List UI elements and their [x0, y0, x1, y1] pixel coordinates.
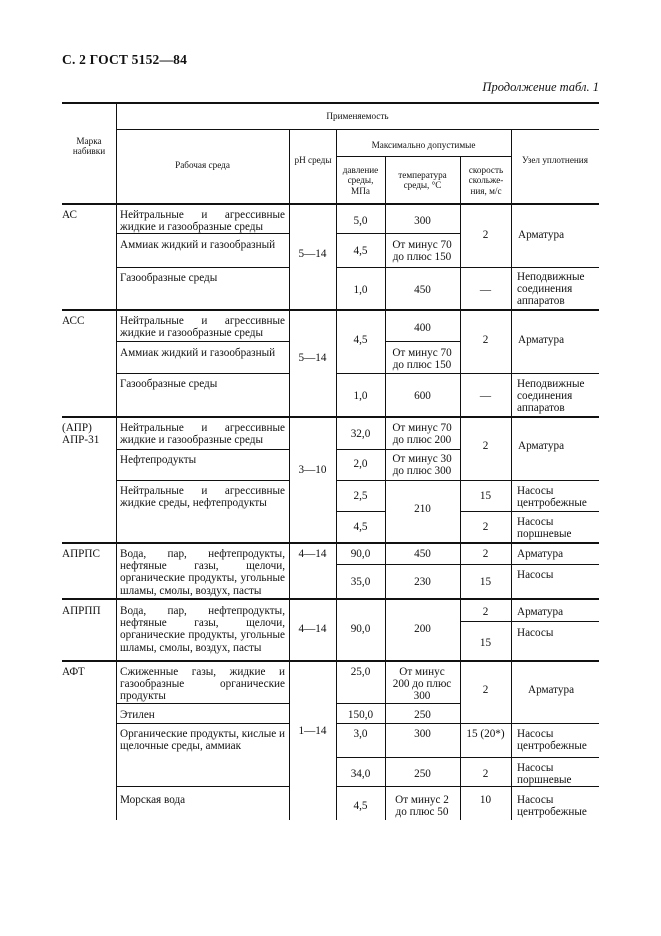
header-primenyaemost: Применяемость — [326, 111, 389, 121]
davlenie-cell: 25,0 — [350, 666, 371, 678]
skorost-cell: 2 — [482, 440, 489, 452]
temperatura-cell: 600 — [414, 390, 431, 402]
skorost-cell: 2 — [482, 334, 489, 346]
marka-cell: АС — [62, 209, 77, 221]
temperatura-cell: От минус 70 до плюс 200 — [392, 422, 452, 447]
sreda-cell: Нейтральные и агрессивные жидкие среды, нефтепродукты — [120, 485, 285, 510]
header-uzel: Узел уплотнения — [522, 155, 588, 165]
uzel-cell: Насосы поршневые — [517, 516, 572, 541]
sreda-cell: Этилен — [120, 709, 155, 721]
uzel-cell: Арматура — [518, 334, 565, 346]
skorost-cell: 2 — [482, 684, 489, 696]
ph-cell: 5—14 — [298, 352, 327, 364]
temperatura-cell: 300 — [414, 215, 431, 227]
skorost-cell: 15 (20*) — [466, 728, 505, 740]
ph-cell: 3—10 — [298, 464, 327, 476]
uzel-cell: Неподвижные соединения аппаратов — [517, 378, 585, 415]
uzel-cell: Насосы — [517, 627, 554, 639]
temperatura-cell: 230 — [414, 576, 431, 588]
davlenie-cell: 150,0 — [347, 709, 374, 721]
sreda-cell: Органические продукты, кислые и щелочные среды, аммиак — [120, 728, 285, 753]
skorost-cell: 2 — [482, 521, 489, 533]
header-davlenie: давление среды, МПа — [342, 165, 379, 196]
ph-cell: 1—14 — [298, 725, 327, 737]
davlenie-cell: 90,0 — [350, 548, 371, 560]
skorost-cell: — — [479, 284, 492, 296]
skorost-cell: — — [479, 390, 492, 402]
uzel-cell: Насосы центробежные — [517, 485, 587, 510]
davlenie-cell: 4,5 — [353, 245, 368, 257]
davlenie-cell: 4,5 — [353, 334, 368, 346]
ph-cell: 5—14 — [298, 248, 327, 260]
davlenie-cell: 4,5 — [353, 521, 368, 533]
davlenie-cell: 1,0 — [353, 284, 368, 296]
uzel-cell: Арматура — [517, 548, 564, 560]
davlenie-cell: 32,0 — [350, 428, 371, 440]
sreda-cell: Газообразные среды — [120, 378, 218, 390]
davlenie-cell: 4,5 — [353, 800, 368, 812]
uzel-cell: Насосы центробежные — [517, 728, 587, 753]
marka-cell: АФТ — [62, 666, 85, 678]
temperatura-cell: 400 — [414, 322, 431, 334]
davlenie-cell: 35,0 — [350, 576, 371, 588]
davlenie-cell: 3,0 — [353, 728, 368, 740]
temperatura-cell: 450 — [414, 548, 431, 560]
davlenie-cell: 2,0 — [353, 458, 368, 470]
ph-cell: 4—14 — [298, 623, 327, 635]
temperatura-cell: 450 — [414, 284, 431, 296]
uzel-cell: Арматура — [518, 229, 565, 241]
skorost-cell: 15 — [479, 490, 492, 502]
sreda-cell: Нефтепродукты — [120, 454, 197, 466]
uzel-cell: Насосы поршневые — [517, 762, 572, 787]
marka-cell: АПРПС — [62, 548, 100, 560]
temperatura-cell: От минус 30 до плюс 300 — [392, 453, 452, 478]
uzel-cell: Арматура — [528, 684, 575, 696]
temperatura-cell: 200 — [414, 623, 431, 635]
uzel-cell: Арматура — [518, 440, 565, 452]
uzel-cell: Арматура — [517, 606, 564, 618]
skorost-cell: 2 — [482, 768, 489, 780]
sreda-cell: Аммиак жидкий и газообразный — [120, 347, 276, 359]
sreda-cell: Нейтральные и агрессивные жидкие и газообразные среды — [120, 209, 285, 234]
temperatura-cell: 250 — [414, 768, 431, 780]
skorost-cell: 10 — [479, 794, 492, 806]
skorost-cell: 2 — [482, 606, 489, 618]
marka-cell: АСС — [62, 315, 85, 327]
sreda-cell: Сжиженные газы, жидкие и газообразные органические продукты — [120, 666, 285, 703]
davlenie-cell: 34,0 — [350, 768, 371, 780]
header-rabochaya-sreda: Рабочая среда — [175, 160, 230, 170]
sreda-cell: Нейтральные и агрессивные жидкие и газообразные среды — [120, 315, 285, 340]
skorost-cell: 2 — [482, 548, 489, 560]
page-header: С. 2 ГОСТ 5152—84 — [62, 52, 188, 67]
ph-cell: 4—14 — [298, 548, 327, 560]
header-skorost: скорость скольже- ния, м/с — [468, 165, 504, 196]
header-marka: Марка набивки — [72, 136, 106, 157]
sreda-cell: Аммиак жидкий и газообразный — [120, 239, 276, 251]
sreda-cell: Вода, пар, нефтепродукты, нефтяные газы, щелочи, органические продукты, угольные шламы, смолы, воздух, пасты — [120, 548, 285, 597]
marka-cell: (АПР) АПР-31 — [62, 422, 100, 447]
temperatura-cell: От минус 70 до плюс 150 — [392, 347, 452, 372]
davlenie-cell: 5,0 — [353, 215, 368, 227]
temperatura-cell: От минус 70 до плюс 150 — [392, 239, 452, 264]
skorost-cell: 15 — [479, 576, 492, 588]
marka-cell: АПРПП — [62, 605, 101, 617]
skorost-cell: 15 — [479, 637, 492, 649]
davlenie-cell: 1,0 — [353, 390, 368, 402]
header-temperatura: температура среды, °С — [398, 170, 447, 191]
continuation-label: Продолжение табл. 1 — [482, 80, 599, 94]
uzel-cell: Насосы — [517, 569, 554, 581]
uzel-cell: Насосы центробежные — [517, 794, 587, 819]
uzel-cell: Неподвижные соединения аппаратов — [517, 271, 585, 308]
skorost-cell: 2 — [482, 229, 489, 241]
temperatura-cell: 210 — [414, 503, 431, 515]
header-max-dopustimye: Максимально допустимые — [371, 140, 476, 150]
davlenie-cell: 2,5 — [353, 490, 368, 502]
sreda-cell: Газообразные среды — [120, 272, 218, 284]
temperatura-cell: 250 — [414, 709, 431, 721]
temperatura-cell: От минус 2 до плюс 50 — [395, 794, 449, 819]
davlenie-cell: 90,0 — [350, 623, 371, 635]
sreda-cell: Нейтральные и агрессивные жидкие и газообразные среды — [120, 422, 285, 447]
sreda-cell: Морская вода — [120, 794, 186, 806]
header-ph: pH среды — [294, 155, 332, 165]
temperatura-cell: От минус 200 до плюс 300 — [392, 666, 452, 703]
sreda-cell: Вода, пар, нефтепродукты, нефтяные газы, щелочи, органические продукты, угольные шламы, смолы, воздух, пасты — [120, 605, 285, 654]
temperatura-cell: 300 — [414, 728, 431, 740]
